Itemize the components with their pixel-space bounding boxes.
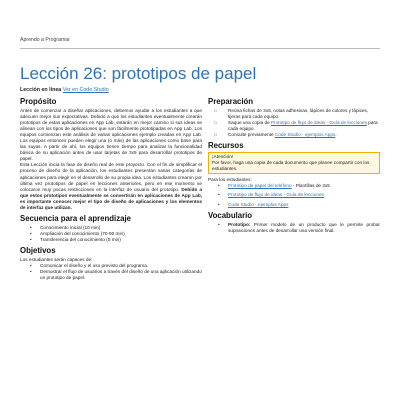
prep-text: para cada equipo. bbox=[228, 120, 378, 132]
page-title: Lección 26: prototipos de papel bbox=[20, 64, 257, 83]
idea-flow-link[interactable]: Prototipo de flujo de ideas - Guía de lecciones bbox=[271, 120, 367, 126]
code-studio-apps-link[interactable]: Code Studio - ejemplos Apps bbox=[228, 201, 289, 207]
list-item bbox=[208, 222, 380, 234]
resources-heading: Recursos bbox=[208, 141, 244, 151]
idea-flow-guide-link[interactable]: Prototipo de flujo de ideas - Guía de lecciones bbox=[228, 192, 324, 198]
code-studio-link[interactable]: Ver en Code Studio bbox=[62, 87, 109, 93]
purpose-paragraph-1: Antes de comenzar a diseñar aplicaciones, debemos ayudar a los estudiantes a que adecuen mejor sus expectativas. Debido a que los estudiantes eventualmente crearán prototipos de estas aplicaciones en App Lab, estarán en mejor camino si sus ideas se alinean con los tipos de aplicaciones que son fácilmente prototipadas en App Lab. Los equipos comienzan este análisis de varias aplicaciones ejemplo creadas en App Lab. Los equipos entonces pueden elegir una (o más) de las aplicaciones como base para las suyas. A partir de ahí, los equipos tienen tiempo para analizar la funcionalidad básica de su aplicación antes de usar tarjetas de 3x5 para desarrollar prototipos de papel. bbox=[20, 108, 202, 162]
list-item bbox=[208, 132, 380, 138]
objectives-list bbox=[20, 263, 202, 281]
document-header: Aprendo a Programar bbox=[20, 37, 70, 43]
list-item bbox=[208, 192, 380, 198]
vocab-term: Prototipo: bbox=[228, 221, 251, 227]
prep-text: Consulte previamente bbox=[228, 132, 275, 138]
list-item: • Transferencia del conocimiento (5 min) bbox=[20, 237, 202, 243]
note-text: Por favor, haga una copia de cada documento que planee compartir con los estudiantes. bbox=[212, 160, 370, 172]
prep-text: . bbox=[335, 132, 337, 138]
app-examples-link[interactable]: Code Studio - ejemplos Apps bbox=[274, 132, 336, 138]
list-item: • Demostrar el flujo de usuarios a través del diseño de una aplicación utilizando un prototipo de papel. bbox=[20, 269, 202, 281]
preparation-list bbox=[208, 108, 380, 138]
sequence-list bbox=[20, 225, 202, 243]
online-lesson-label: Lección en línea bbox=[20, 87, 62, 93]
list-item: □ Reúna fichas de 3x5, notas adhesivas, lápices de colores y lápices, tijeras para cada equipo. bbox=[208, 108, 380, 120]
list-item: • Conocimiento inicial (10 min) bbox=[20, 225, 202, 231]
phone-prototype-link[interactable]: Prototipo de papel del teléfono bbox=[228, 183, 292, 189]
resources-list bbox=[208, 183, 380, 207]
list-item bbox=[208, 120, 380, 132]
right-column bbox=[208, 97, 380, 234]
preparation-heading: Preparación bbox=[208, 97, 254, 106]
left-column bbox=[20, 97, 202, 281]
for-students-label: Para los estudiantes: bbox=[208, 177, 252, 183]
note-title: ¡Atención! bbox=[212, 154, 234, 160]
purpose-paragraph-2-text: Esta Lección inicia la fase de diseño real de este proyecto. Con el fin de simplificar el proceso de diseño de la aplicación, los estudiantes presentan varias categorías de aplicaciones para elegir en el desarrollo de su propia idea. Los estudiantes crearon por última vez prototipos de papel en lecciones anteriores, pero en ese momento se colocaron muy pocas restricciones en la interfaz de usuario del prototipo. bbox=[20, 162, 202, 192]
objectives-heading: Objetivos bbox=[20, 245, 56, 255]
list-item: • Ampliación del conocimiento (70-90 min) bbox=[20, 231, 202, 237]
header-divider bbox=[20, 48, 380, 49]
attention-note bbox=[208, 152, 380, 174]
vocab-definition: Primer modelo de un producto que le permite probar suposiciones antes de desarrollar una versión final. bbox=[228, 221, 380, 233]
vocabulary-heading: Vocabulario bbox=[208, 210, 253, 220]
vocabulary-list bbox=[208, 222, 380, 234]
prep-text: Saque una copia de bbox=[228, 120, 272, 126]
list-item: • Comunicar el diseño y el uso previsto del programa. bbox=[20, 263, 202, 269]
list-item bbox=[208, 183, 380, 189]
list-item bbox=[208, 202, 380, 208]
resource-text: - Plantillas de 3x5 bbox=[291, 183, 330, 189]
purpose-heading: Propósito bbox=[20, 97, 57, 106]
purpose-paragraph-2-bold: Debido a que estos prototipos eventualmente se convertirán en aplicaciones de App Lab, es importante conocer mejor el tipo de diseño de aplicaciones y los elementos de interfaz que utilizan. bbox=[20, 186, 202, 210]
purpose-paragraph-2 bbox=[20, 162, 202, 210]
online-lesson-line bbox=[20, 87, 109, 93]
objectives-intro: Los estudiantes serán capaces de: bbox=[20, 256, 93, 262]
sequence-heading: Secuencia para el aprendizaje bbox=[20, 213, 131, 223]
